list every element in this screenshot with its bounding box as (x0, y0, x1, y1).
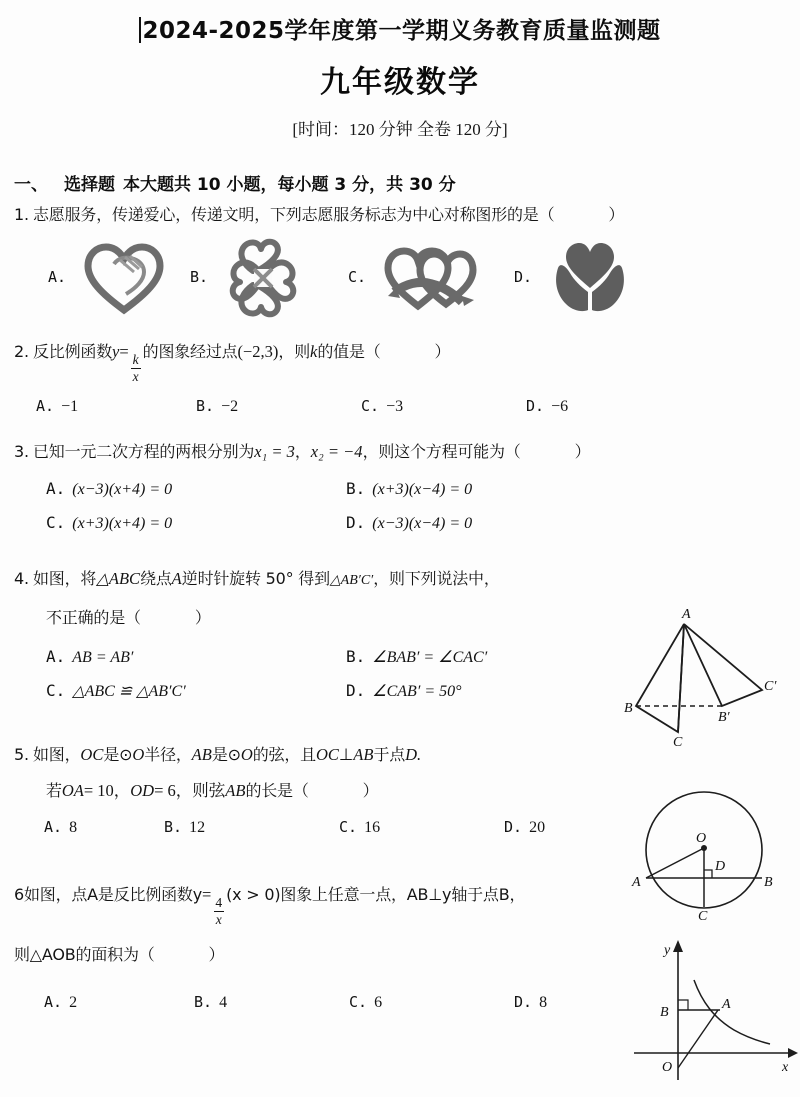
option-value: 20 (529, 819, 546, 836)
option-value: ∠CAB′ = 50° (372, 682, 462, 700)
segment-ab-3: AB (225, 781, 246, 801)
question-6-option-a[interactable] (44, 993, 194, 1012)
segment-oc: OC (80, 744, 104, 764)
option-value: 6 (374, 994, 383, 1012)
question-4-option-a[interactable] (46, 647, 346, 667)
od-value: = 6，则弦 (154, 781, 226, 801)
label-C: C (698, 909, 708, 924)
question-3-root2: x₂ = −4 (310, 442, 363, 462)
question-3-option-b[interactable] (346, 479, 646, 499)
segment-od: OD (130, 781, 155, 801)
question-4-stem-tail: ） (194, 607, 211, 627)
option-label: A. (44, 818, 63, 836)
question-6-stem-a: 如图，点A是反比例函数y (23, 885, 202, 904)
option-value: −2 (221, 398, 239, 416)
question-5-stem-c: 半径， (144, 744, 192, 764)
label-B: B (624, 701, 633, 716)
question-4 (14, 567, 800, 592)
option-value: (x−3)(x+4) = 0 (72, 481, 173, 498)
question-6-stem-b: (x > 0)图象上任意一点，AB⊥y轴于点B， (226, 885, 526, 904)
section-name: 选择题 (64, 175, 115, 195)
question-3-option-d[interactable] (346, 513, 646, 533)
option-label: B. (346, 646, 366, 666)
question-1-option-a-label[interactable]: A. (48, 267, 67, 286)
question-2-options (36, 397, 800, 416)
question-5-stem-e: 的弦，且 (252, 744, 316, 764)
question-3-stem-post: ，则这个方程可能为（ (362, 442, 521, 462)
fraction-numerator: k (132, 352, 139, 368)
label-O: O (696, 831, 707, 846)
question-5 (14, 743, 800, 768)
question-4-option-b[interactable] (346, 647, 646, 667)
question-6-option-b[interactable] (194, 993, 349, 1012)
oa-value: = 10， (83, 781, 131, 801)
question-1-option-d-label[interactable]: D. (514, 267, 533, 286)
option-label: C. (339, 818, 358, 836)
question-5-stem-tail: ） (362, 781, 379, 801)
question-4-option-d[interactable] (346, 681, 646, 701)
question-2-option-d[interactable] (526, 397, 568, 416)
question-5-stem-f: 于点 (373, 744, 406, 764)
question-1-stem: 志愿服务，传递爱心，传递文明，下列志愿服务标志为中心对称图形的是（ (33, 205, 555, 224)
section-heading (14, 170, 800, 195)
option-label: D. (346, 513, 366, 532)
question-3-option-a[interactable] (46, 479, 346, 499)
label-x-axis: x (782, 1060, 789, 1075)
segment-ab-2: AB (353, 744, 374, 764)
option-label: C. (46, 513, 66, 532)
segment-oa: OA (61, 781, 84, 801)
option-value: 12 (189, 819, 206, 836)
rotated-triangle-figure (624, 606, 796, 750)
question-2 (14, 340, 800, 384)
option-value: −1 (61, 398, 79, 416)
question-5-stem-line2-b: 的长是（ (245, 781, 309, 801)
question-5-option-c[interactable] (339, 818, 504, 837)
option-value: 16 (364, 819, 381, 836)
question-4-number: 4. (14, 569, 29, 588)
segment-ab: AB (191, 744, 212, 764)
segment-oc-2: OC (315, 744, 339, 764)
question-4-option-c[interactable] (46, 681, 346, 701)
question-1 (14, 203, 800, 228)
option-label: D. (346, 680, 366, 700)
question-6-option-d[interactable] (514, 993, 547, 1012)
option-value: 4 (219, 994, 228, 1012)
circle-o-2: O (240, 744, 253, 764)
option-label: D. (514, 993, 533, 1012)
question-2-var: k (310, 341, 318, 361)
option-value: AB = AB′ (72, 648, 134, 666)
option-value: −3 (386, 398, 404, 416)
question-4-triangle-abc: △ABC (96, 569, 141, 588)
question-5-stem-d: 是⊙ (211, 744, 241, 764)
section-number: 一、 (14, 175, 48, 195)
question-4-triangle-abc-prime: △AB′C′ (329, 573, 374, 588)
question-5-stem-b: 是⊙ (103, 744, 133, 764)
question-1-number: 1. (14, 205, 29, 224)
option-label: C. (361, 397, 380, 416)
question-2-stem-mid: 的图象经过点 (142, 341, 238, 361)
question-2-number: 2. (14, 341, 29, 361)
option-value: ∠BAB′ = ∠CAC′ (372, 648, 488, 666)
option-label: D. (526, 397, 545, 416)
fraction-numerator: 4 (215, 895, 223, 911)
question-2-option-a[interactable] (36, 397, 196, 416)
fraction-denominator: x (215, 911, 222, 927)
label-D: D (715, 859, 726, 874)
perpendicular-symbol: ⊥ (338, 744, 354, 764)
exam-meta: [时间：120 分钟 全卷 120 分] (292, 120, 508, 139)
question-6-option-c[interactable] (349, 993, 514, 1012)
section-desc: 本大题共 10 小题，每小题 3 分，共 30 分 (123, 175, 456, 195)
subject-title: 九年级数学 (320, 65, 480, 100)
option-label: C. (46, 680, 66, 700)
question-3-options-row-1 (46, 479, 800, 499)
label-A: A (722, 997, 731, 1012)
question-4-stem-line2: 不正确的是（ (46, 607, 141, 627)
question-5-option-a[interactable] (44, 818, 164, 837)
question-2-stem-post: ，则 (278, 341, 310, 361)
question-3-stem-pre: 已知一元二次方程的两根分别为 (33, 442, 255, 462)
question-5-stem-a: 如图， (33, 744, 81, 764)
question-6-stem-tail: ） (208, 944, 225, 964)
page-title-text: 2024-2025学年度第一学期义务教育质量监测题 (142, 18, 661, 44)
option-value: 8 (69, 819, 78, 836)
question-4-stem-d: ，则下列说法中， (373, 569, 500, 588)
option-value: (x−3)(x−4) = 0 (372, 515, 473, 532)
question-4-point-a: A (171, 569, 182, 588)
option-value: −6 (551, 398, 569, 416)
question-3-sep: ， (294, 442, 311, 462)
option-label: A. (46, 646, 66, 666)
question-6-equals: = (202, 885, 212, 904)
option-label: D. (504, 818, 523, 836)
label-O: O (662, 1060, 673, 1075)
option-label: A. (36, 397, 55, 416)
question-3-number: 3. (14, 442, 29, 462)
question-3-options-row-2 (46, 513, 800, 533)
option-label: B. (194, 993, 213, 1012)
option-label: A. (46, 479, 66, 498)
fraction-denominator: x (132, 368, 139, 384)
question-5-option-b[interactable] (164, 818, 339, 837)
question-2-stem-tail: ） (434, 341, 451, 361)
question-3-option-c[interactable] (46, 513, 346, 533)
option-value: 8 (539, 994, 548, 1012)
option-label: B. (196, 397, 215, 416)
question-4-stem-b: 绕点 (140, 569, 172, 588)
question-3-root1: x₁ = 3 (254, 442, 295, 462)
option-label: B. (164, 818, 183, 836)
option-value: △ABC ≌ △AB′C′ (72, 682, 186, 700)
label-C: C (673, 735, 683, 750)
option-label: C. (349, 993, 368, 1012)
question-1-option-c-label[interactable]: C. (348, 267, 367, 286)
point-d: D. (405, 744, 422, 764)
circle-o-1: O (132, 744, 145, 764)
label-B-prime: B′ (718, 710, 730, 725)
question-2-stem-end: 的值是（ (317, 341, 381, 361)
label-y-axis: y (664, 943, 671, 958)
question-2-option-c[interactable] (361, 397, 526, 416)
fraction-4-over-x (213, 896, 224, 926)
question-2-stem-pre: 反比例函数 (33, 341, 113, 361)
question-5-option-d[interactable] (504, 818, 545, 837)
question-6-number: 6 (14, 885, 24, 904)
label-C-prime: C′ (764, 679, 777, 694)
heart-in-hands-icon (552, 240, 628, 314)
option-label: B. (346, 479, 366, 498)
question-5-stem-line2-a: 若 (46, 781, 62, 801)
hand-heart-outline-icon (84, 242, 164, 314)
question-6 (14, 883, 800, 927)
formula-equals: = (119, 341, 129, 361)
question-5-number: 5. (14, 744, 29, 764)
question-3 (14, 440, 800, 465)
label-B: B (660, 1005, 669, 1020)
formula-y: y (112, 341, 120, 361)
question-1-stem-tail: ） (608, 205, 625, 224)
label-B: B (764, 875, 773, 890)
page-title (0, 0, 800, 45)
option-value: 2 (69, 994, 78, 1012)
fraction-k-over-x (131, 353, 141, 383)
question-2-point: (−2,3) (237, 341, 279, 361)
question-1-option-b-label[interactable]: B. (190, 267, 209, 286)
question-4-stem-c: 逆时针旋转 50° 得到 (181, 569, 330, 588)
option-label: A. (44, 993, 63, 1012)
label-A: A (682, 607, 691, 622)
question-2-option-b[interactable] (196, 397, 361, 416)
option-value: (x+3)(x−4) = 0 (372, 481, 473, 498)
interlocking-hearts-ribbon-icon (384, 244, 476, 310)
label-A: A (632, 875, 641, 890)
four-leaf-clover-icon (224, 240, 302, 316)
question-3-stem-tail: ） (574, 442, 591, 462)
hyperbola-graph-figure (630, 938, 800, 1088)
option-value: (x+3)(x+4) = 0 (72, 515, 173, 532)
question-4-stem-a: 如图，将 (33, 569, 97, 588)
question-6-stem-line2: 则△AOB的面积为（ (14, 944, 155, 964)
